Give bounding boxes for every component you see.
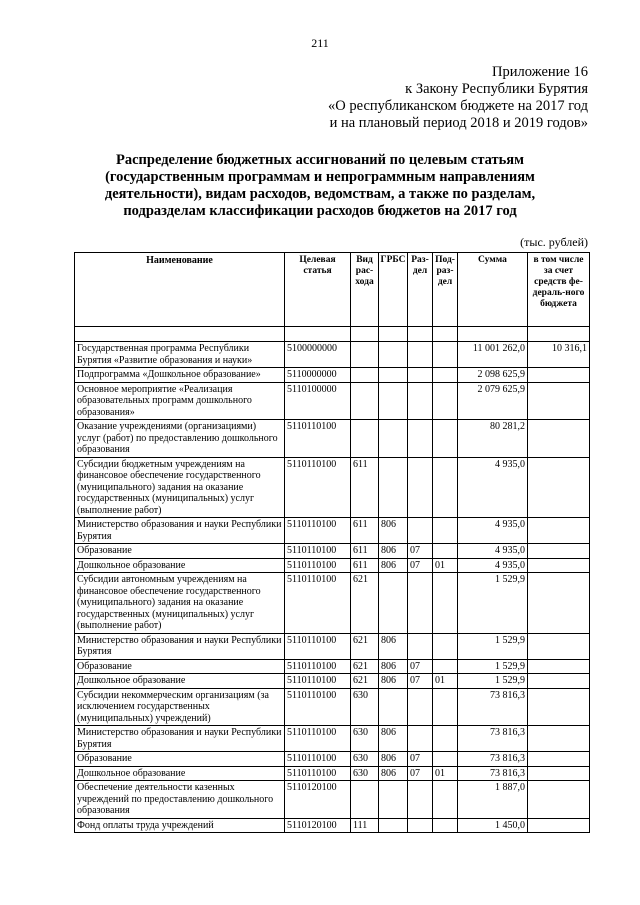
- cell-grbs: 806: [379, 766, 408, 781]
- cell-amount: 2 079 625,9: [458, 382, 528, 420]
- cell-type: 111: [351, 818, 379, 833]
- header-name: Наименование: [75, 253, 285, 327]
- cell-subsection: [433, 726, 458, 752]
- cell-amount: 11 001 262,0: [458, 342, 528, 368]
- table-row: [75, 674, 590, 689]
- cell-name: Дошкольное образование: [75, 558, 285, 573]
- cell-grbs: 806: [379, 674, 408, 689]
- cell-federal: [528, 368, 590, 383]
- cell-target: 5110110100: [285, 659, 351, 674]
- table-row: [75, 457, 590, 518]
- cell-target: 5100000000: [285, 342, 351, 368]
- cell-grbs: [379, 382, 408, 420]
- cell-name: Субсидии автономным учреждениям на финансовое обеспечение государственного (муниципального) задания на оказание государственных (муниципальных) услуг (выполнение работ): [75, 573, 285, 634]
- cell-type: 621: [351, 633, 379, 659]
- cell-target: 5110110100: [285, 518, 351, 544]
- appendix-line: Приложение 16: [492, 64, 588, 80]
- cell-target: 5110000000: [285, 368, 351, 383]
- table-row: [75, 368, 590, 383]
- cell-subsection: [433, 420, 458, 458]
- cell-type: 611: [351, 457, 379, 518]
- table-row: [75, 544, 590, 559]
- cell-federal: [528, 382, 590, 420]
- table-row: [75, 781, 590, 819]
- cell-type: 630: [351, 752, 379, 767]
- cell-subsection: [433, 368, 458, 383]
- cell-federal: [528, 633, 590, 659]
- cell-target: 5110110100: [285, 544, 351, 559]
- cell-subsection: [433, 688, 458, 726]
- cell-name: Министерство образования и науки Республики Бурятия: [75, 633, 285, 659]
- cell-section: 07: [408, 558, 433, 573]
- cell-subsection: [433, 382, 458, 420]
- cell-federal: [528, 544, 590, 559]
- appendix-line: и на плановый период 2018 и 2019 годов»: [329, 115, 588, 131]
- budget-table: [74, 252, 590, 833]
- cell-target: 5110110100: [285, 633, 351, 659]
- cell-grbs: [379, 781, 408, 819]
- cell-type: [351, 382, 379, 420]
- cell-type: 611: [351, 558, 379, 573]
- cell-section: 07: [408, 544, 433, 559]
- cell-subsection: [433, 818, 458, 833]
- cell-type: [351, 342, 379, 368]
- cell-federal: [528, 518, 590, 544]
- cell-amount: 1 450,0: [458, 818, 528, 833]
- cell-name: Основное мероприятие «Реализация образовательных программ дошкольного образования»: [75, 382, 285, 420]
- cell-target: 5110110100: [285, 766, 351, 781]
- cell-section: [408, 573, 433, 634]
- cell-federal: [528, 818, 590, 833]
- cell-target: 5110110100: [285, 726, 351, 752]
- cell-target: 5110110100: [285, 573, 351, 634]
- cell-target: 5110110100: [285, 674, 351, 689]
- cell-section: [408, 518, 433, 544]
- cell-subsection: [433, 342, 458, 368]
- cell-name: Подпрограмма «Дошкольное образование»: [75, 368, 285, 383]
- table-row: [75, 382, 590, 420]
- table-row: [75, 766, 590, 781]
- cell-amount: 73 816,3: [458, 726, 528, 752]
- cell-federal: [528, 688, 590, 726]
- cell-name: Образование: [75, 659, 285, 674]
- cell-target: 5110110100: [285, 688, 351, 726]
- cell-grbs: [379, 818, 408, 833]
- cell-amount: 2 098 625,9: [458, 368, 528, 383]
- cell-subsection: [433, 781, 458, 819]
- title-line: подразделам классификации расходов бюджетов на 2017 год: [123, 203, 517, 219]
- cell-amount: 4 935,0: [458, 544, 528, 559]
- page-number: 211: [311, 36, 329, 50]
- cell-amount: 1 529,9: [458, 573, 528, 634]
- table-row: [75, 818, 590, 833]
- title-line: (государственным программам и непрограммным направлениям: [105, 169, 535, 185]
- cell-name: Субсидии бюджетным учреждениям на финансовое обеспечение государственного (муниципального) задания на оказание государственных (муниципальных) услуг (выполнение работ): [75, 457, 285, 518]
- cell-amount: 73 816,3: [458, 752, 528, 767]
- cell-name: Образование: [75, 752, 285, 767]
- cell-type: 621: [351, 674, 379, 689]
- title-line: Распределение бюджетных ассигнований по целевым статьям: [115, 152, 525, 168]
- header-type: Вид рас-хода: [351, 253, 379, 327]
- table-spacer-row: [75, 327, 590, 342]
- table-row: [75, 688, 590, 726]
- cell-amount: 4 935,0: [458, 457, 528, 518]
- header-subsection: Под-раз-дел: [433, 253, 458, 327]
- cell-subsection: [433, 457, 458, 518]
- cell-federal: [528, 781, 590, 819]
- units-note: (тыс. рублей): [520, 235, 588, 249]
- cell-name: Фонд оплаты труда учреждений: [75, 818, 285, 833]
- cell-section: [408, 368, 433, 383]
- table-body: [75, 327, 590, 833]
- cell-subsection: [433, 633, 458, 659]
- cell-subsection: [433, 573, 458, 634]
- cell-section: [408, 781, 433, 819]
- table-row: [75, 518, 590, 544]
- table-row: [75, 752, 590, 767]
- cell-grbs: [379, 368, 408, 383]
- cell-grbs: [379, 420, 408, 458]
- cell-type: 621: [351, 573, 379, 634]
- title-line: деятельности), видам расходов, ведомствам, а также по разделам,: [104, 186, 536, 202]
- cell-subsection: [433, 518, 458, 544]
- document-title: [80, 152, 560, 220]
- cell-target: 5110120100: [285, 818, 351, 833]
- cell-subsection: 01: [433, 674, 458, 689]
- cell-federal: [528, 558, 590, 573]
- table-row: [75, 420, 590, 458]
- cell-type: 630: [351, 688, 379, 726]
- cell-section: [408, 420, 433, 458]
- cell-type: 630: [351, 726, 379, 752]
- cell-section: [408, 818, 433, 833]
- cell-section: 07: [408, 752, 433, 767]
- cell-target: 5110110100: [285, 752, 351, 767]
- appendix-block: [328, 64, 588, 132]
- cell-amount: 4 935,0: [458, 558, 528, 573]
- table-row: [75, 659, 590, 674]
- cell-grbs: 806: [379, 726, 408, 752]
- cell-target: 5110110100: [285, 558, 351, 573]
- table-row: [75, 558, 590, 573]
- cell-target: 5110120100: [285, 781, 351, 819]
- cell-amount: 73 816,3: [458, 688, 528, 726]
- cell-amount: 4 935,0: [458, 518, 528, 544]
- cell-subsection: 01: [433, 558, 458, 573]
- cell-target: 5110110100: [285, 457, 351, 518]
- cell-type: 611: [351, 518, 379, 544]
- cell-amount: 80 281,2: [458, 420, 528, 458]
- cell-name: Субсидии некоммерческим организациям (за исключением государственных (муниципальных) учреждений): [75, 688, 285, 726]
- cell-grbs: 806: [379, 544, 408, 559]
- cell-name: Государственная программа Республики Бурятия «Развитие образования и науки»: [75, 342, 285, 368]
- header-target: Целевая статья: [285, 253, 351, 327]
- cell-federal: [528, 752, 590, 767]
- cell-federal: [528, 573, 590, 634]
- cell-amount: 1 887,0: [458, 781, 528, 819]
- cell-amount: 1 529,9: [458, 674, 528, 689]
- cell-federal: [528, 726, 590, 752]
- cell-name: Министерство образования и науки Республики Бурятия: [75, 518, 285, 544]
- table-row: [75, 633, 590, 659]
- cell-grbs: [379, 342, 408, 368]
- cell-federal: 10 316,1: [528, 342, 590, 368]
- cell-grbs: [379, 688, 408, 726]
- cell-amount: 1 529,9: [458, 633, 528, 659]
- header-section: Раз-дел: [408, 253, 433, 327]
- cell-target: 5110110100: [285, 420, 351, 458]
- cell-type: [351, 420, 379, 458]
- cell-federal: [528, 674, 590, 689]
- cell-type: 611: [351, 544, 379, 559]
- cell-type: 630: [351, 766, 379, 781]
- cell-grbs: [379, 573, 408, 634]
- cell-amount: 1 529,9: [458, 659, 528, 674]
- cell-section: [408, 688, 433, 726]
- cell-federal: [528, 766, 590, 781]
- cell-name: Дошкольное образование: [75, 766, 285, 781]
- cell-grbs: 806: [379, 659, 408, 674]
- table-row: [75, 726, 590, 752]
- cell-subsection: [433, 544, 458, 559]
- cell-section: [408, 726, 433, 752]
- cell-federal: [528, 457, 590, 518]
- cell-section: 07: [408, 659, 433, 674]
- header-grbs: ГРБС: [379, 253, 408, 327]
- appendix-line: к Закону Республики Бурятия: [405, 81, 588, 97]
- cell-section: [408, 633, 433, 659]
- table-header-row: [75, 253, 590, 327]
- cell-section: [408, 342, 433, 368]
- cell-type: [351, 781, 379, 819]
- header-federal: в том числе за счет средств фе-дераль-ного бюджета: [528, 253, 590, 327]
- cell-target: 5110100000: [285, 382, 351, 420]
- header-amount: Сумма: [458, 253, 528, 327]
- cell-grbs: [379, 457, 408, 518]
- cell-name: Дошкольное образование: [75, 674, 285, 689]
- cell-amount: 73 816,3: [458, 766, 528, 781]
- cell-grbs: 806: [379, 752, 408, 767]
- cell-subsection: [433, 659, 458, 674]
- cell-section: 07: [408, 674, 433, 689]
- cell-grbs: 806: [379, 633, 408, 659]
- table-row: [75, 342, 590, 368]
- appendix-line: «О республиканском бюджете на 2017 год: [328, 98, 588, 114]
- cell-federal: [528, 659, 590, 674]
- cell-federal: [528, 420, 590, 458]
- cell-grbs: 806: [379, 558, 408, 573]
- cell-name: Образование: [75, 544, 285, 559]
- cell-subsection: [433, 752, 458, 767]
- cell-grbs: 806: [379, 518, 408, 544]
- cell-type: [351, 368, 379, 383]
- cell-section: [408, 382, 433, 420]
- cell-name: Министерство образования и науки Республики Бурятия: [75, 726, 285, 752]
- table-row: [75, 573, 590, 634]
- cell-name: Оказание учреждениями (организациями) услуг (работ) по предоставлению дошкольного образования: [75, 420, 285, 458]
- cell-section: 07: [408, 766, 433, 781]
- cell-section: [408, 457, 433, 518]
- cell-name: Обеспечение деятельности казенных учреждений по предоставлению дошкольного образования: [75, 781, 285, 819]
- cell-type: 621: [351, 659, 379, 674]
- cell-subsection: 01: [433, 766, 458, 781]
